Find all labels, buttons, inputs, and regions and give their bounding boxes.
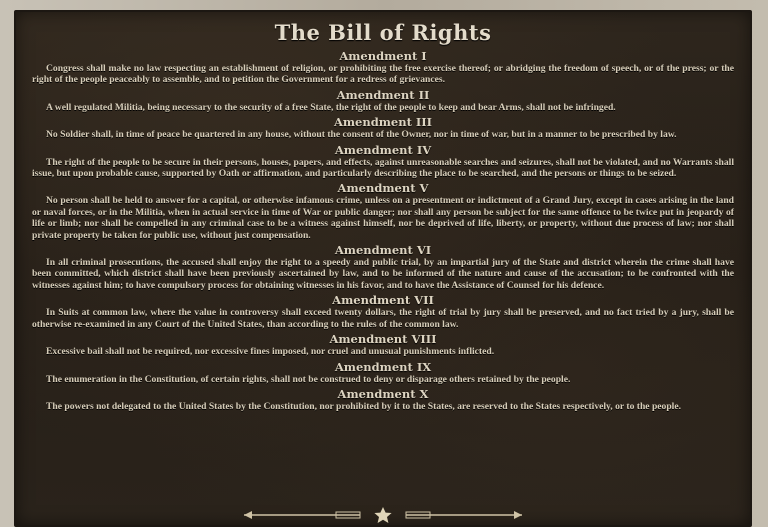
amendment-8 bbox=[32, 332, 734, 357]
amendment-text: In Suits at common law, where the value in controversy shall exceed twenty dollars, the right of trial by jury shall be preserved, and no fact tried by a jury, shall be otherwise re-examined in any Court of the United States, than according to the rules of the common law. bbox=[32, 307, 734, 330]
amendment-heading: Amendment IX bbox=[334, 359, 432, 374]
star-ornament-icon bbox=[14, 507, 752, 523]
amendment-heading: Amendment VIII bbox=[329, 332, 437, 347]
amendment-6 bbox=[32, 243, 734, 291]
amendment-heading: Amendment V bbox=[337, 181, 429, 196]
amendment-text: The powers not delegated to the United States by the Constitution, nor prohibited by it to the States, are reserved to the States respectively, or to the people. bbox=[46, 400, 682, 412]
amendment-text: A well regulated Militia, being necessary to the security of a free State, the right of the people to keep and bear Arms, shall not be infringed. bbox=[46, 101, 616, 113]
amendment-2 bbox=[32, 88, 734, 113]
amendment-10 bbox=[32, 387, 734, 412]
amendment-9 bbox=[32, 360, 734, 385]
amendment-heading: Amendment IV bbox=[334, 142, 432, 157]
amendment-heading: Amendment X bbox=[337, 386, 429, 401]
amendment-heading: Amendment VII bbox=[332, 293, 434, 308]
amendment-1 bbox=[32, 49, 734, 86]
amendment-7 bbox=[32, 293, 734, 330]
amendment-text: In all criminal prosecutions, the accused shall enjoy the right to a speedy and public trial, by an impartial jury of the State and district wherein the crime shall have been committed, which district shall have been previously ascertained by law, and to be informed of the nature and cause of the accusation; to be confronted with the witnesses against him; to have compulsory process for obtaining witnesses in his favor, and to have the Assistance of Counsel for his defence. bbox=[32, 257, 734, 291]
bronze-plaque bbox=[14, 10, 752, 527]
amendment-text: The enumeration in the Constitution, of certain rights, shall not be construed to deny or disparage others retained by the people. bbox=[46, 373, 571, 385]
amendment-text: Congress shall make no law respecting an establishment of religion, or prohibiting the free exercise thereof; or abridging the freedom of speech, or of the press; or the right of the people peaceably to assemble, and to petition the Government for a redress of grievances. bbox=[32, 63, 734, 86]
plaque-title: The Bill of Rights bbox=[274, 20, 492, 45]
amendment-3 bbox=[32, 115, 734, 140]
amendment-heading: Amendment II bbox=[336, 87, 430, 102]
amendment-text: The right of the people to be secure in their persons, houses, papers, and effects, against unreasonable searches and seizures, shall not be violated, and no Warrants shall issue, but upon probable cause, supported by Oath or affirmation, and particularly describing the place to be searched, and the persons or things to be seized. bbox=[32, 156, 734, 180]
amendment-5 bbox=[32, 181, 734, 241]
amendment-text: No person shall be held to answer for a capital, or otherwise infamous crime, unless on a presentment or indictment of a Grand Jury, except in cases arising in the land or naval forces, or in the Militia, when in actual service in time of War or public danger; nor shall any person be subject for the same offence to be twice put in jeopardy of life or limb; nor shall be compelled in any criminal case to be a witness against himself, nor be deprived of life, liberty, or property, without due process of law; nor shall private property be taken for public use, without just compensation. bbox=[32, 195, 734, 241]
amendment-text: No Soldier shall, in time of peace be quartered in any house, without the consent of the Owner, nor in time of war, but in a manner to be prescribed by law. bbox=[46, 129, 677, 141]
amendment-heading: Amendment III bbox=[333, 115, 433, 130]
amendment-text: Excessive bail shall not be required, nor excessive fines imposed, nor cruel and unusual punishments inflicted. bbox=[46, 346, 495, 358]
amendment-heading: Amendment VI bbox=[334, 243, 432, 258]
amendment-4 bbox=[32, 143, 734, 180]
amendment-heading: Amendment I bbox=[339, 49, 427, 63]
